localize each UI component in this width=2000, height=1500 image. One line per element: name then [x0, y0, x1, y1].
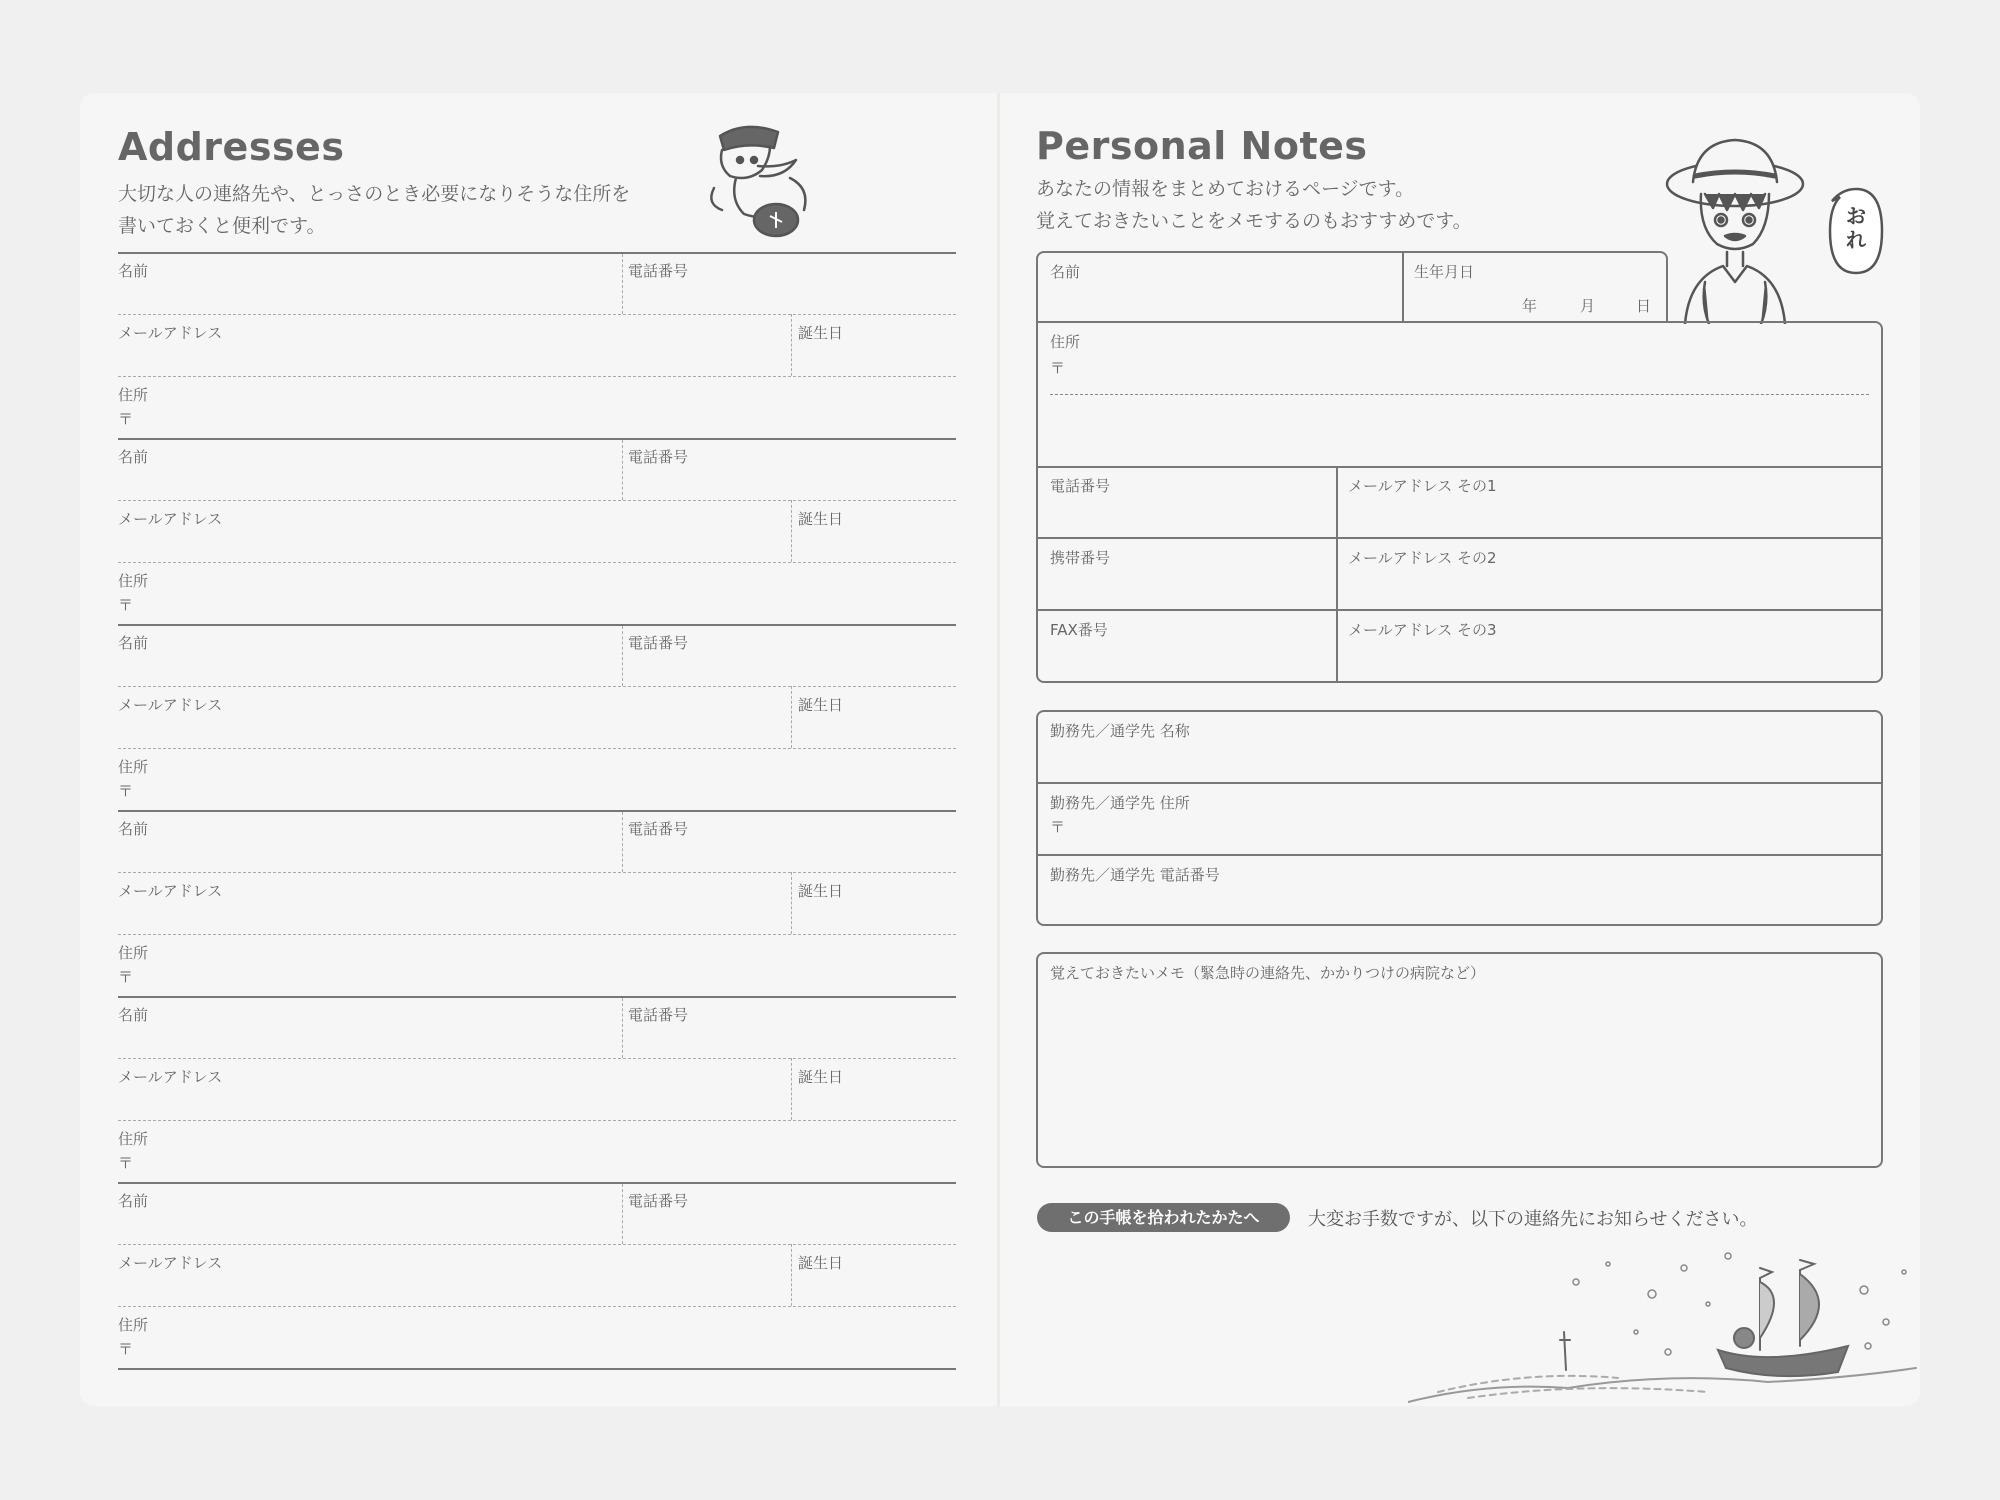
personal-notes-title: Personal Notes — [1036, 124, 1368, 168]
name-label: 名前 — [118, 1006, 149, 1024]
mobile-label: 携帯番号 — [1050, 549, 1111, 567]
email-1-label: メールアドレス その1 — [1348, 477, 1497, 495]
personal-notes-intro — [1036, 173, 1472, 237]
address-label: 住所 — [118, 572, 149, 590]
work-school-box — [1036, 710, 1883, 926]
contact-info-box — [1036, 321, 1883, 683]
pirate-ship-illustration — [1408, 1242, 1918, 1406]
memo-label: 覚えておきたいメモ（緊急時の連絡先、かかりつけの病院など） — [1050, 964, 1486, 982]
birthday-label: 誕生日 — [798, 510, 844, 528]
birthday-label: 誕生日 — [798, 324, 844, 342]
email-label: メールアドレス — [118, 324, 223, 342]
postal-mark: 〒 — [118, 410, 134, 428]
name-label: 名前 — [118, 634, 149, 652]
phone-label: 電話番号 — [628, 820, 689, 838]
birthdate-label: 生年月日 — [1414, 263, 1475, 281]
addresses-title: Addresses — [118, 125, 345, 169]
fax-label: FAX番号 — [1050, 621, 1108, 639]
phone-label: 電話番号 — [1050, 477, 1111, 495]
work-name-label: 勤務先／通学先 名称 — [1050, 722, 1190, 740]
postal-mark: 〒 — [118, 782, 134, 800]
address-label: 住所 — [118, 1130, 149, 1148]
email-label: メールアドレス — [118, 1254, 223, 1272]
phone-label: 電話番号 — [628, 262, 689, 280]
address-entry — [118, 438, 956, 624]
email-label: メールアドレス — [118, 882, 223, 900]
straw-hat-character-illustration — [1665, 132, 1805, 324]
duck-mailman-illustration — [700, 118, 820, 243]
found-notice-pill: この手帳を拾われたかたへ — [1037, 1203, 1290, 1232]
birthday-label: 誕生日 — [798, 696, 844, 714]
year-label: 年 — [1522, 297, 1538, 315]
memo-box — [1036, 952, 1883, 1168]
email-label: メールアドレス — [118, 696, 223, 714]
birthday-label: 誕生日 — [798, 1068, 844, 1086]
email-2-label: メールアドレス その2 — [1348, 549, 1497, 567]
name-label: 名前 — [118, 448, 149, 466]
personal-intro-line-2: 覚えておきたいことをメモするのもおすすめです。 — [1036, 210, 1472, 232]
personal-intro-line-1: あなたの情報をまとめておけるページです。 — [1036, 178, 1415, 200]
address-label: 住所 — [118, 386, 149, 404]
postal-mark: 〒 — [118, 1154, 134, 1172]
address-label: 住所 — [118, 944, 149, 962]
birthday-label: 誕生日 — [798, 882, 844, 900]
name-label: 名前 — [118, 1192, 149, 1210]
address-label: 住所 — [1050, 333, 1081, 351]
day-label: 日 — [1636, 297, 1652, 315]
postal-mark: 〒 — [1050, 818, 1066, 836]
birthday-label: 誕生日 — [798, 1254, 844, 1272]
email-label: メールアドレス — [118, 510, 223, 528]
phone-label: 電話番号 — [628, 1006, 689, 1024]
postal-mark: 〒 — [118, 596, 134, 614]
month-label: 月 — [1580, 297, 1596, 315]
work-address-label: 勤務先／通学先 住所 — [1050, 794, 1190, 812]
name-label: 名前 — [118, 262, 149, 280]
address-entry — [118, 810, 956, 996]
name-birthdate-box — [1036, 251, 1668, 323]
address-label: 住所 — [118, 1316, 149, 1334]
addresses-intro-line-2: 書いておくと便利です。 — [118, 215, 326, 237]
address-entry — [118, 624, 956, 810]
phone-label: 電話番号 — [628, 1192, 689, 1210]
book-spine — [997, 93, 1000, 1406]
email-label: メールアドレス — [118, 1068, 223, 1086]
name-label: 名前 — [1050, 263, 1081, 281]
address-label: 住所 — [118, 758, 149, 776]
email-3-label: メールアドレス その3 — [1348, 621, 1497, 639]
postal-mark: 〒 — [118, 1340, 134, 1358]
phone-label: 電話番号 — [628, 634, 689, 652]
addresses-intro-line-1: 大切な人の連絡先や、とっさのとき必要になりそうな住所を — [118, 183, 631, 205]
address-entry — [118, 252, 956, 438]
speech-bubble-text: おれ — [1846, 204, 1866, 252]
address-entry — [118, 1182, 956, 1370]
phone-label: 電話番号 — [628, 448, 689, 466]
postal-mark: 〒 — [1050, 359, 1066, 377]
name-label: 名前 — [118, 820, 149, 838]
address-entry — [118, 996, 956, 1182]
postal-mark: 〒 — [118, 968, 134, 986]
addresses-intro — [118, 178, 630, 242]
found-notice-message: 大変お手数ですが、以下の連絡先にお知らせください。 — [1308, 1209, 1758, 1230]
work-phone-label: 勤務先／通学先 電話番号 — [1050, 866, 1220, 884]
